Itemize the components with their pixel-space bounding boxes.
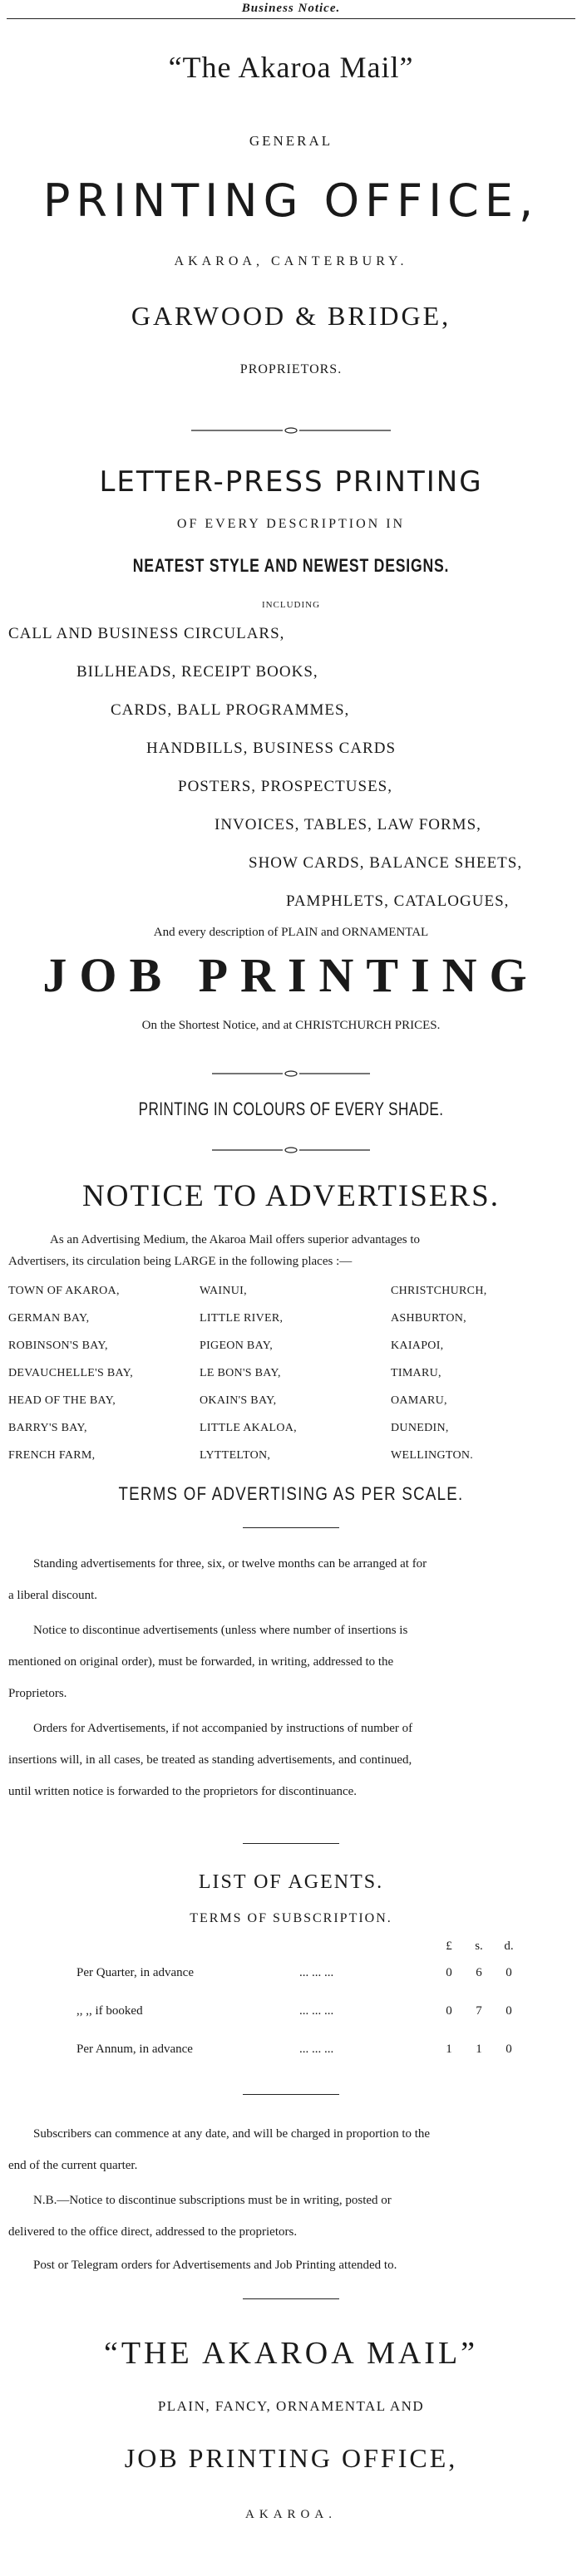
place-name: WAINUI, bbox=[200, 1285, 247, 1297]
of-every-line: OF EVERY DESCRIPTION IN bbox=[176, 517, 406, 531]
advertisers-intro-line1: As an Advertising Medium, the Akaroa Mail offers superior advantages to bbox=[50, 1233, 421, 1246]
masthead-title: “The Akaroa Mail” bbox=[168, 51, 414, 84]
plain-fancy-line: PLAIN, FANCY, ORNAMENTAL AND bbox=[157, 2398, 425, 2414]
place-name: PIGEON BAY, bbox=[200, 1340, 274, 1352]
printing-office-heading: PRINTING OFFICE, bbox=[42, 175, 540, 227]
list-item: HANDBILLS, BUSINESS CARDS bbox=[146, 740, 397, 757]
place-name: ASHBURTON, bbox=[391, 1312, 466, 1325]
subscription-pence: 0 bbox=[506, 2043, 512, 2056]
subscription-shillings: 6 bbox=[476, 1966, 482, 1979]
terms-of-advertising: TERMS OF ADVERTISING AS PER SCALE. bbox=[118, 1483, 464, 1504]
subscribers-line1: Subscribers can commence at any date, and will be charged in proportion to the bbox=[33, 2127, 431, 2141]
para1-line1: Standing advertisements for three, six, or twelve months can be arranged at for bbox=[33, 1557, 427, 1571]
subscription-pence: 0 bbox=[506, 1966, 512, 1979]
general-label: GENERAL bbox=[249, 133, 333, 149]
place-name: DEVAUCHELLE'S BAY, bbox=[8, 1367, 134, 1379]
short-rule bbox=[243, 1843, 339, 1844]
colours-line: PRINTING IN COLOURS OF EVERY SHADE. bbox=[138, 1099, 444, 1119]
proprietors-label: PROPRIETORS. bbox=[239, 362, 343, 376]
proprietor-names: GARWOOD & BRIDGE, bbox=[131, 301, 451, 331]
every-description-line: And every description of PLAIN and ORNAMENTAL bbox=[153, 926, 429, 939]
list-item: SHOW CARDS, BALANCE SHEETS, bbox=[249, 854, 523, 872]
para2-line2: mentioned on original order), must be forwarded, in writing, addressed to the bbox=[8, 1655, 394, 1669]
job-printing-heading: JOB PRINTING bbox=[42, 948, 540, 1002]
subscription-shillings: 1 bbox=[476, 2043, 482, 2056]
place-name: TOWN OF AKAROA, bbox=[8, 1285, 120, 1297]
akaroa-footer: AKAROA. bbox=[245, 2508, 337, 2521]
subscribers-line2: end of the current quarter. bbox=[8, 2159, 138, 2172]
currency-shillings: s. bbox=[475, 1939, 483, 1953]
letterpress-title: LETTER-PRESS PRINTING bbox=[99, 465, 483, 499]
currency-pounds: £ bbox=[446, 1939, 452, 1953]
job-printing-office-line: JOB PRINTING OFFICE, bbox=[124, 2443, 458, 2473]
leader-dots: ... ... ... bbox=[299, 2004, 334, 2018]
para2-line3: Proprietors. bbox=[8, 1687, 67, 1700]
list-of-agents-title: LIST OF AGENTS. bbox=[198, 1871, 384, 1893]
location-line: AKAROA, CANTERBURY. bbox=[174, 254, 408, 268]
list-item: BILLHEADS, RECEIPT BOOKS, bbox=[76, 663, 318, 681]
place-name: DUNEDIN, bbox=[391, 1422, 449, 1434]
place-name: KAIAPOI, bbox=[391, 1340, 444, 1352]
subscription-label: Per Annum, in advance bbox=[76, 2043, 193, 2056]
short-rule bbox=[243, 1527, 339, 1528]
para3-line2: insertions will, in all cases, be treated as standing advertisements, and continued, bbox=[8, 1753, 412, 1767]
neatest-line: NEATEST STYLE AND NEWEST DESIGNS. bbox=[132, 555, 450, 576]
subscription-pounds: 0 bbox=[446, 2004, 452, 2018]
subscription-pence: 0 bbox=[506, 2004, 512, 2018]
shortest-notice-line: On the Shortest Notice, and at CHRISTCHURCH PRICES. bbox=[141, 1019, 441, 1032]
nb-line2: delivered to the office direct, addressed to the proprietors. bbox=[8, 2225, 298, 2239]
header-label: Business Notice. bbox=[241, 2, 341, 15]
short-rule bbox=[243, 2094, 339, 2095]
place-name: LITTLE RIVER, bbox=[200, 1312, 284, 1325]
subscription-pounds: 0 bbox=[446, 1966, 452, 1979]
para2-line1: Notice to discontinue advertisements (unless where number of insertions is bbox=[33, 1624, 408, 1637]
subscription-pounds: 1 bbox=[446, 2043, 452, 2056]
list-item: POSTERS, PROSPECTUSES, bbox=[178, 778, 392, 795]
leader-dots: ... ... ... bbox=[299, 1966, 334, 1979]
notice-to-advertisers-title: NOTICE TO ADVERTISERS. bbox=[82, 1179, 500, 1213]
place-name: WELLINGTON. bbox=[391, 1449, 474, 1462]
place-name: BARRY'S BAY, bbox=[8, 1422, 87, 1434]
place-name: CHRISTCHURCH, bbox=[391, 1285, 487, 1297]
place-name: FRENCH FARM, bbox=[8, 1449, 96, 1462]
place-name: LYTTELTON, bbox=[200, 1449, 271, 1462]
para3-line3: until written notice is forwarded to the proprietors for discontinuance. bbox=[8, 1785, 358, 1798]
place-name: LE BON'S BAY, bbox=[200, 1367, 281, 1379]
header-rule bbox=[7, 18, 575, 19]
place-name: ROBINSON'S BAY, bbox=[8, 1340, 108, 1352]
nb-line1: N.B.—Notice to discontinue subscriptions must be in writing, posted or bbox=[33, 2194, 392, 2207]
place-name: HEAD OF THE BAY, bbox=[8, 1394, 116, 1407]
short-rule bbox=[243, 2298, 339, 2299]
leader-dots: ... ... ... bbox=[299, 2043, 334, 2056]
terms-of-subscription: TERMS OF SUBSCRIPTION. bbox=[190, 1911, 392, 1925]
footer-title: “THE AKAROA MAIL” bbox=[103, 2336, 479, 2371]
place-name: LITTLE AKALOA, bbox=[200, 1422, 297, 1434]
advertisers-intro-line2: Advertisers, its circulation being LARGE in the following places :— bbox=[8, 1255, 353, 1268]
place-name: GERMAN BAY, bbox=[8, 1312, 90, 1325]
post-telegram-line: Post or Telegram orders for Advertisements and Job Printing attended to. bbox=[33, 2259, 397, 2272]
subscription-label: ,, ,, if booked bbox=[76, 2004, 143, 2018]
para1-line2: a liberal discount. bbox=[8, 1589, 98, 1602]
ornament-divider bbox=[0, 1069, 582, 1079]
subscription-shillings: 7 bbox=[476, 2004, 482, 2018]
including-label: INCLUDING bbox=[261, 600, 321, 610]
subscription-label: Per Quarter, in advance bbox=[76, 1966, 194, 1979]
ornament-divider bbox=[0, 1145, 582, 1155]
list-item: INVOICES, TABLES, LAW FORMS, bbox=[215, 816, 481, 833]
list-item: PAMPHLETS, CATALOGUES, bbox=[286, 892, 510, 910]
ornament-divider bbox=[0, 425, 582, 435]
currency-pence: d. bbox=[504, 1939, 514, 1953]
place-name: OKAIN'S BAY, bbox=[200, 1394, 277, 1407]
list-item: CARDS, BALL PROGRAMMES, bbox=[111, 701, 350, 719]
para3-line1: Orders for Advertisements, if not accompanied by instructions of number of bbox=[33, 1722, 413, 1735]
place-name: OAMARU, bbox=[391, 1394, 447, 1407]
place-name: TIMARU, bbox=[391, 1367, 441, 1379]
list-item: CALL AND BUSINESS CIRCULARS, bbox=[8, 625, 285, 642]
